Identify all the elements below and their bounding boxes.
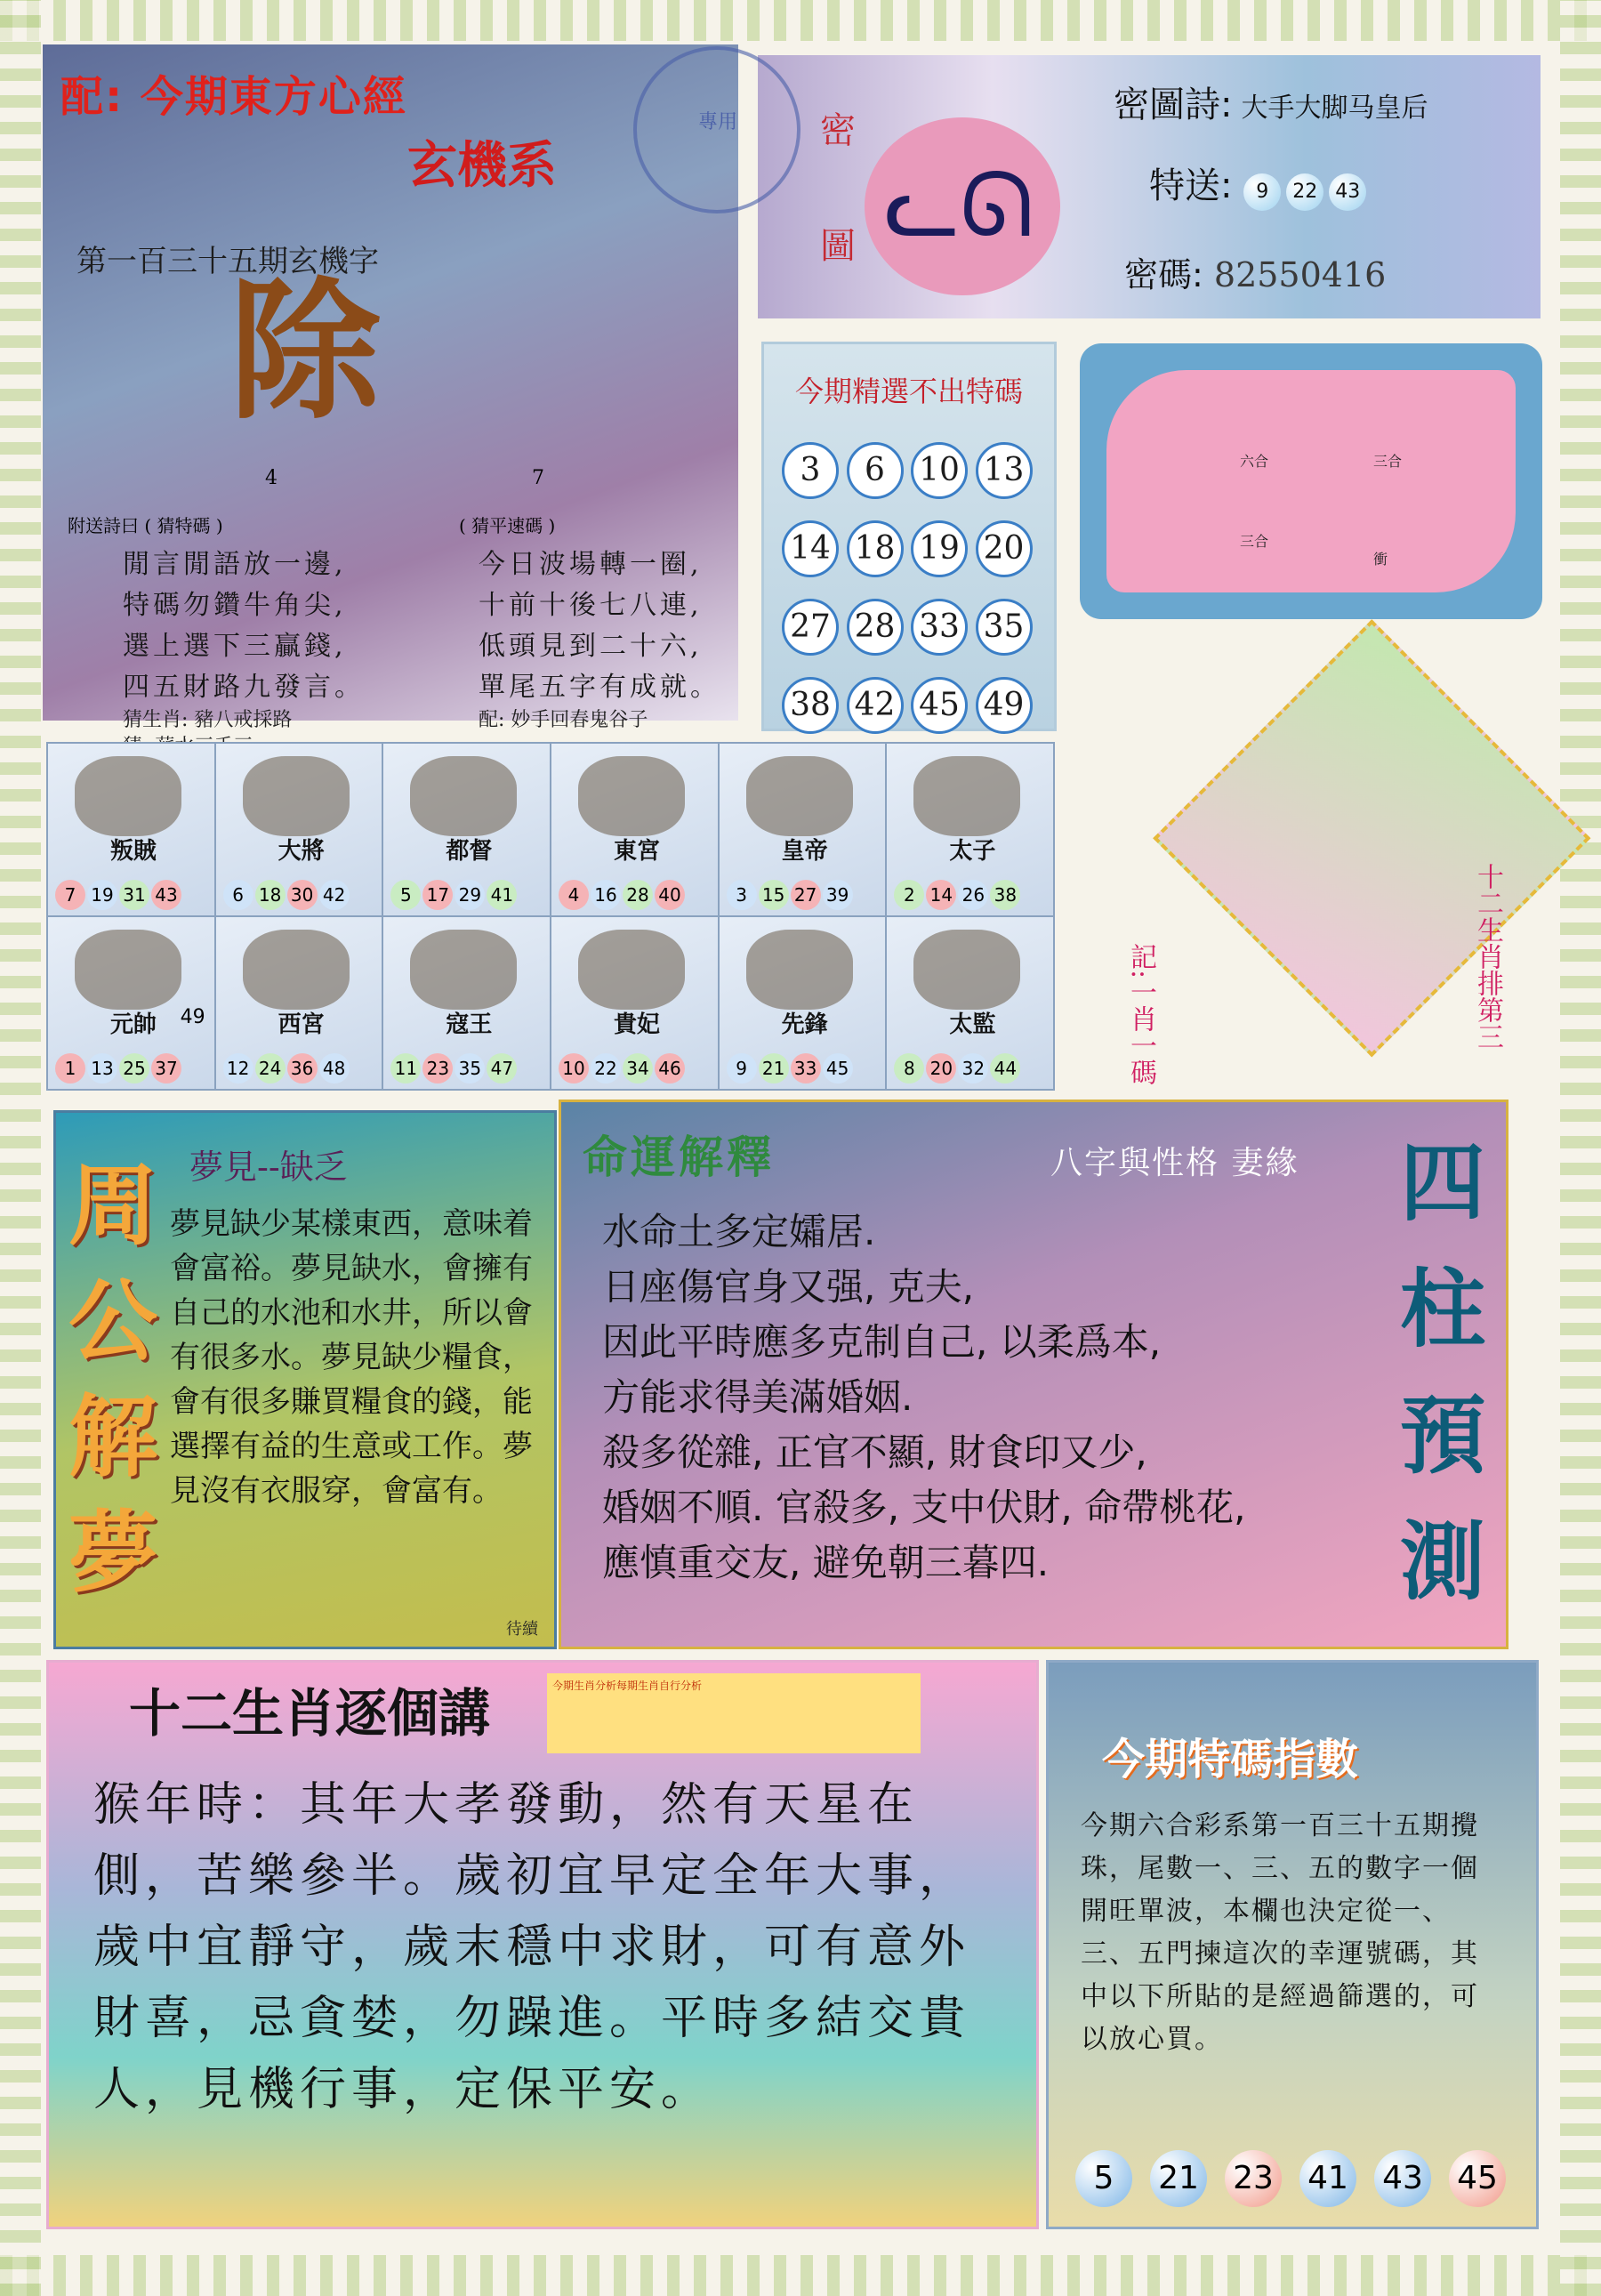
decorative-border-left [0, 0, 41, 2296]
zodiac-number-ball: 8 [894, 1053, 924, 1084]
excluded-number-ball: 18 [847, 520, 904, 577]
zodiac-cell [383, 744, 550, 915]
zodiac-animal-icon [913, 930, 1020, 1010]
zodiac-number-ball: 43 [151, 880, 181, 910]
promo-title: 配: 今期東方心經 [60, 72, 407, 122]
zodiac-number-ball: 4 [559, 880, 589, 910]
zodiac-number-ball: 33 [791, 1053, 821, 1084]
zodiac-number-ball: 19 [87, 880, 117, 910]
zodiac-cell [383, 917, 550, 1089]
zodiac-number-ball: 23 [422, 1053, 453, 1084]
excluded-number-ball: 38 [782, 677, 839, 734]
excluded-number-ball: 33 [911, 599, 968, 656]
dream-heading: 夢見--缺乏 [189, 1148, 348, 1187]
zodiac-number-ball: 45 [823, 1053, 853, 1084]
zodiac-number-ball: 15 [759, 880, 789, 910]
zodiac-number-ball: 7 [55, 880, 85, 910]
special-number-ball: 43 [1329, 173, 1366, 211]
zodiac-cell [720, 744, 886, 915]
excluded-number-ball: 27 [782, 599, 839, 656]
lucky-number-ball: 41 [1299, 2150, 1356, 2207]
zodiac-animal-icon [913, 756, 1020, 836]
zodiac-number-row [55, 880, 181, 910]
seal-stamp-text: 專用 [697, 111, 737, 133]
relation-label: 六合 [1240, 453, 1269, 470]
zodiac-number-row [894, 880, 1020, 910]
index-title: 今期特碼指數 [1102, 1735, 1359, 1784]
promo-subtitle: 玄機系 [407, 137, 557, 195]
zodiac-title: 西宮 [278, 1011, 325, 1038]
zodiac-title: 都督 [446, 838, 493, 865]
zodiac-number-ball: 46 [655, 1053, 685, 1084]
secret-code: 密碼: 82550416 [1124, 255, 1387, 294]
zodiac-year-panel [46, 1660, 1039, 2229]
zodiac-number-ball: 6 [223, 880, 253, 910]
zodiac-extra-number: 49 [180, 1006, 205, 1028]
poem-line: 低頭見到二十六, [479, 631, 703, 662]
zodiac-number-ball: 34 [623, 1053, 653, 1084]
poem-line: 十前十後七八連, [479, 590, 703, 621]
dream-interpretation-panel [53, 1110, 557, 1649]
excluded-numbers-grid [782, 442, 1040, 734]
dream-vertical-title: 周公解夢 [68, 1154, 157, 1605]
zodiac-animal-icon [578, 756, 685, 836]
diamond-shape [1153, 619, 1590, 1057]
special-code-index-panel [1046, 1660, 1539, 2229]
secret-poem: 密圖詩: 大手大脚马皇后 [1114, 85, 1428, 125]
zodiac-number-ball: 30 [287, 880, 318, 910]
zodiac-title: 太監 [949, 1011, 996, 1038]
poem-line: 閒言閒語放一邊, [123, 549, 347, 580]
excluded-number-ball: 35 [976, 599, 1033, 656]
mystery-character: 除 [229, 262, 382, 440]
zodiac-hint: 猜生肖: 豬八戒採路 [123, 709, 293, 731]
zodiac-number-ball: 35 [455, 1053, 485, 1084]
zodiac-number-row [559, 880, 685, 910]
excluded-number-ball: 20 [976, 520, 1033, 577]
zodiac-animal-icon [578, 930, 685, 1010]
zodiac-number-ball: 28 [623, 880, 653, 910]
zodiac-number-ball: 3 [727, 880, 757, 910]
zodiac-year-title: 十二生肖逐個講 [129, 1683, 491, 1744]
diamond-puzzle [1094, 640, 1539, 1094]
zodiac-cell [216, 744, 382, 915]
zodiac-number-ball: 32 [958, 1053, 988, 1084]
zodiac-animal-icon [746, 756, 853, 836]
excluded-number-ball: 14 [782, 520, 839, 577]
zodiac-title: 太子 [949, 838, 996, 865]
excluded-number-ball: 10 [911, 442, 968, 499]
zodiac-title: 東宮 [614, 838, 661, 865]
zodiac-number-ball: 12 [223, 1053, 253, 1084]
zodiac-year-note: 今期生肖分析每期生肖自行分析 [547, 1673, 921, 1753]
zodiac-number-ball: 38 [990, 880, 1020, 910]
zodiac-title: 寇王 [446, 1011, 493, 1038]
lucky-number-ball: 5 [1075, 2150, 1132, 2207]
zodiac-number-ball: 18 [255, 880, 286, 910]
zodiac-number-row [727, 1053, 853, 1084]
four-pillars-title: 四柱預測 [1400, 1133, 1485, 1612]
special-number-ball: 9 [1243, 173, 1281, 211]
secret-map-vertical-label: 密圖 [820, 110, 856, 267]
zodiac-number-ball: 14 [926, 880, 956, 910]
excluded-number-ball: 19 [911, 520, 968, 577]
fate-line: 方能求得美滿婚姻. [602, 1375, 913, 1419]
dream-body: 夢見缺少某樣東西，意味着會富裕。夢見缺水，會擁有自己的水池和水井，所以會有很多水。夢見缺少糧食，會有很多賺買糧食的錢，能選擇有益的生意或工作。夢見沒有衣服穿，會富有。 [170, 1206, 533, 1509]
zodiac-number-ball: 37 [151, 1053, 181, 1084]
zodiac-title: 先鋒 [781, 1011, 828, 1038]
zodiac-number-row [727, 880, 853, 910]
zodiac-number-ball: 17 [422, 880, 453, 910]
excluded-number-ball: 3 [782, 442, 839, 499]
zodiac-number-ball: 13 [87, 1053, 117, 1084]
lucky-number-balls [1075, 2150, 1506, 2207]
zodiac-title: 皇帝 [781, 838, 828, 865]
zodiac-number-ball: 21 [759, 1053, 789, 1084]
fate-line: 因此平時應多克制自己, 以柔爲本, [602, 1320, 1162, 1364]
fate-line: 婚姻不順. 官殺多, 支中伏財, 命帶桃花, [602, 1486, 1246, 1529]
zodiac-title: 大將 [278, 838, 325, 865]
zodiac-number-ball: 27 [791, 880, 821, 910]
zodiac-cell [48, 744, 214, 915]
zodiac-number-ball: 9 [727, 1053, 757, 1084]
excluded-number-ball: 45 [911, 677, 968, 734]
zodiac-number-ball: 2 [894, 880, 924, 910]
zodiac-number-ball: 11 [390, 1053, 421, 1084]
excluded-numbers-panel [761, 342, 1057, 731]
zodiac-animal-icon [746, 930, 853, 1010]
zodiac-animal-icon [75, 930, 181, 1010]
zodiac-number-ball: 1 [55, 1053, 85, 1084]
zodiac-animal-icon [243, 756, 350, 836]
zodiac-number-row [390, 880, 517, 910]
zodiac-number-ball: 25 [119, 1053, 149, 1084]
zodiac-animal-icon [75, 756, 181, 836]
zodiac-cell [551, 744, 718, 915]
zodiac-number-row [223, 1053, 350, 1084]
index-body: 今期六合彩系第一百三十五期攪珠，尾數一、三、五的數字一個開旺單波，本欄也決定從一、三、五門揀這次的幸運號碼，其中以下所貼的是經過篩選的，可以放心買。 [1081, 1810, 1479, 2055]
poem-caption-left: 附送詩曰 ( 猜特碼 ) [68, 515, 223, 536]
mystery-char-panel [43, 44, 738, 731]
zodiac-title: 叛賊 [110, 838, 157, 865]
zodiac-year-body: 猴年時：其年大孝發動，然有天星在側，苦樂參半。歲初宜早定全年大事，歲中宜靜守，歲末穩中求財，可有意外財喜，忌貪婪，勿躁進。平時多結交貴人，見機行事，定保平安。 [93, 1778, 971, 2116]
zodiac-number-ball: 31 [119, 880, 149, 910]
zodiac-grid [48, 744, 1053, 1089]
zodiac-number-ball: 41 [487, 880, 517, 910]
zodiac-cell [216, 917, 382, 1089]
decorative-border-right [1560, 0, 1601, 2296]
excluded-number-ball: 28 [847, 599, 904, 656]
issue-label: 第一百三十五期玄機字 [76, 244, 379, 279]
fate-line: 日座傷官身又强, 克夫, [602, 1265, 975, 1309]
zodiac-number-ball: 40 [655, 880, 685, 910]
zodiac-number-row [55, 1053, 181, 1084]
zodiac-number-row [223, 880, 350, 910]
relation-label: 三合 [1373, 453, 1403, 470]
zodiac-cell [720, 917, 886, 1089]
zodiac-number-ball: 39 [823, 880, 853, 910]
zodiac-number-ball: 16 [591, 880, 621, 910]
zodiac-animal-icon [410, 930, 517, 1010]
poem-left [123, 544, 365, 708]
pairing-hint: 配: 妙手回春鬼谷子 [479, 709, 648, 731]
excluded-number-ball: 42 [847, 677, 904, 734]
decorative-border-bottom [0, 2255, 1601, 2296]
zodiac-number-ball: 22 [591, 1053, 621, 1084]
relation-label: 三合 [1240, 533, 1269, 550]
secret-map-image [865, 117, 1060, 295]
fate-line: 應慎重交友, 避免朝三暮四. [602, 1541, 1050, 1584]
zodiac-title: 貴妃 [614, 1011, 661, 1038]
zodiac-animal-icon [243, 930, 350, 1010]
excluded-number-ball: 49 [976, 677, 1033, 734]
zodiac-number-ball: 10 [559, 1053, 589, 1084]
zodiac-number-ball: 47 [487, 1053, 517, 1084]
excluded-numbers-title: 今期精選不出特碼 [794, 375, 1023, 408]
excluded-number-ball: 13 [976, 442, 1033, 499]
zodiac-number-ball: 29 [455, 880, 485, 910]
zodiac-number-row [390, 1053, 517, 1084]
fate-title: 命運解釋 [583, 1132, 775, 1183]
poem-line: 特碼勿鑽牛角尖, [123, 590, 347, 621]
relation-label: 衝 [1373, 551, 1388, 568]
hint-number-left: 4 [265, 467, 278, 489]
fate-line: 殺多從雜, 正官不顯, 財食印又少, [602, 1430, 1147, 1474]
fate-line: 水命土多定孀居. [602, 1210, 876, 1253]
zodiac-animal-icon [410, 756, 517, 836]
diamond-side-text: 十二生肖排第三 [1472, 863, 1503, 1050]
zodiac-number-row [559, 1053, 685, 1084]
lucky-number-ball: 45 [1449, 2150, 1506, 2207]
secret-map-panel [697, 55, 1541, 318]
zodiac-cell [887, 917, 1053, 1089]
secret-glyph-icon: ᓚᘏ [884, 153, 1034, 257]
zodiac-number-ball: 26 [958, 880, 988, 910]
hint-number-right: 7 [532, 467, 544, 489]
poem-line: 今日波場轉一圈, [479, 549, 703, 580]
zodiac-cell [551, 917, 718, 1089]
zodiac-number-ball: 36 [287, 1053, 318, 1084]
fate-body [602, 1204, 1385, 1591]
excluded-number-ball: 6 [847, 442, 904, 499]
lucky-number-ball: 21 [1150, 2150, 1207, 2207]
zodiac-number-ball: 24 [255, 1053, 286, 1084]
special-numbers: 特送: 9 22 43 [1149, 157, 1372, 211]
poem-line: 四五財路九發言。 [123, 672, 365, 703]
fate-explanation-panel [559, 1100, 1508, 1649]
zodiac-number-ball: 42 [319, 880, 350, 910]
poem-line: 選上選下三贏錢, [123, 631, 347, 662]
fate-subtitle: 八字與性格 妻緣 [1050, 1145, 1299, 1181]
butterfly-shape [1106, 370, 1516, 592]
zodiac-title: 元帥 [110, 1011, 157, 1038]
lucky-number-ball: 43 [1374, 2150, 1431, 2207]
zodiac-number-ball: 48 [319, 1053, 350, 1084]
zodiac-number-ball: 44 [990, 1053, 1020, 1084]
poem-caption-right: ( 猜平速碼 ) [459, 515, 556, 536]
zodiac-cell [48, 917, 214, 1089]
decorative-border-top [0, 0, 1601, 41]
lucky-number-ball: 23 [1225, 2150, 1282, 2207]
zodiac-relation-diagram [1080, 343, 1542, 619]
zodiac-number-ball: 20 [926, 1053, 956, 1084]
poem-line: 單尾五字有成就。 [479, 672, 720, 703]
poem-right [479, 544, 720, 708]
zodiac-number-table [46, 742, 1055, 1091]
zodiac-number-row [894, 1053, 1020, 1084]
special-number-ball: 22 [1286, 173, 1323, 211]
dream-author: 待續 [506, 1620, 538, 1639]
diamond-side-text: 記:一肖一碼 [1125, 943, 1156, 1086]
zodiac-cell [887, 744, 1053, 915]
zodiac-number-ball: 5 [390, 880, 421, 910]
